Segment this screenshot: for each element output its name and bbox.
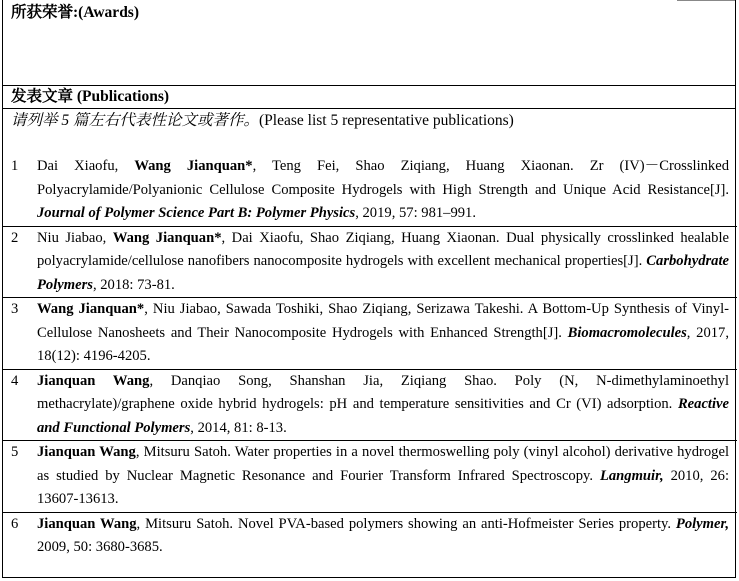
publication-details: , Teng Fei, Shao Ziqiang, Huang Xiaonan. Zr (IV)－Crosslinked Polyacrylamide/Polyanionic Cellulose Composite Hydrogels with High Strength and Unique Acid Resistance[J]. [37,158,729,198]
awards-heading: 所获荣誉:(Awards) [11,4,140,21]
publication-tail: , 2017, 18(12): 4196-4205. [37,324,729,364]
publication-details: , Mitsuru Satoh. Novel PVA-based polymers showing an anti-Hofmeister Series property. [136,515,676,532]
publication-highlight-author: Wang Jianquan* [37,301,145,317]
publication-journal: Journal of Polymer Science Part B: Polymer Physics [37,205,356,221]
publication-tail: , 2014, 81: 8-13. [190,419,287,436]
instruction-en: (Please list 5 representative publications) [259,112,514,129]
publication-number: 5 [11,444,19,460]
publication-journal: Polymer, [675,515,730,532]
publication-details: , Danqiao Song, Shanshan Jia, Ziqiang Shao. Poly (N, N-dimethylaminoethyl methacrylate)/graphene oxide hybrid hydrogels: pH and temperature sensitivities and Cr (VI) adsorption. [37,372,730,412]
publication-details: , Mitsuru Satoh. Water properties in a novel thermoswelling poly (vinyl alcohol) derivative hydrogel as studied by Nuclear Magnetic Resonance and Fourier Transform Infrared Spectroscopy. [37,444,730,484]
publication-number: 3 [11,301,19,317]
publication-details: , Dai Xiaofu, Shao Ziqiang, Huang Xiaonan. Dual physically crosslinked healable polyacrylamide/cellulose nanofibers nanocomposite hydrogels with excellent mechanical properties[J]. [37,229,729,269]
publication-number: 4 [11,372,19,389]
publication-number: 1 [11,158,19,174]
corner-mark [677,0,735,1]
publication-tail: 2009, 50: 3680-3685. [37,539,163,555]
publication-item [3,155,737,226]
publication-highlight-author: Jianquan Wang [37,515,137,532]
instruction-text [11,111,514,131]
publication-tail: , 2018: 73-81. [92,276,175,293]
publication-journal: Reactive and Functional Polymers [37,396,729,436]
publication-item [3,227,737,298]
publication-details: , Niu Jiabao, Sawada Toshiki, Shao Ziqiang, Serizawa Takeshi. A Bottom-Up Synthesis of Vinyl-Cellulose Nanosheets and Their Nanocomposite Hydrogels with Enhanced Strength[J]. [37,301,730,341]
publication-item [3,441,737,512]
publication-highlight-author: Wang Jianquan* [112,229,222,246]
publication-number: 6 [11,515,19,532]
publication-tail: , 2019, 57: 981–991. [355,205,477,221]
publication-highlight-author: Jianquan Wang [37,444,136,460]
publication-highlight-author: Jianquan Wang [37,372,150,389]
publication-highlight-author: Wang Jianquan* [134,158,253,174]
publication-list [3,155,737,560]
publication-authors-before: Niu Jiabao, [37,229,113,246]
publication-journal: Langmuir, [599,467,664,484]
publication-journal: Carbohydrate Polymers [37,253,729,293]
publication-tail: 2010, 26: 13607-13613. [37,467,729,507]
publication-journal: Biomacromolecules [567,324,687,341]
publication-item [3,370,737,441]
publication-authors-before: Dai Xiaofu, [37,158,135,174]
publication-item [3,513,737,560]
publications-heading: 发表文章 (Publications) [11,88,170,105]
publication-number: 2 [11,229,19,246]
heading-divider [3,108,735,109]
form-sheet [2,0,736,578]
publication-item [3,298,737,369]
instruction-zh: 请列举 5 篇左右代表性论文或著作。 [11,112,260,129]
section-divider [3,85,735,86]
